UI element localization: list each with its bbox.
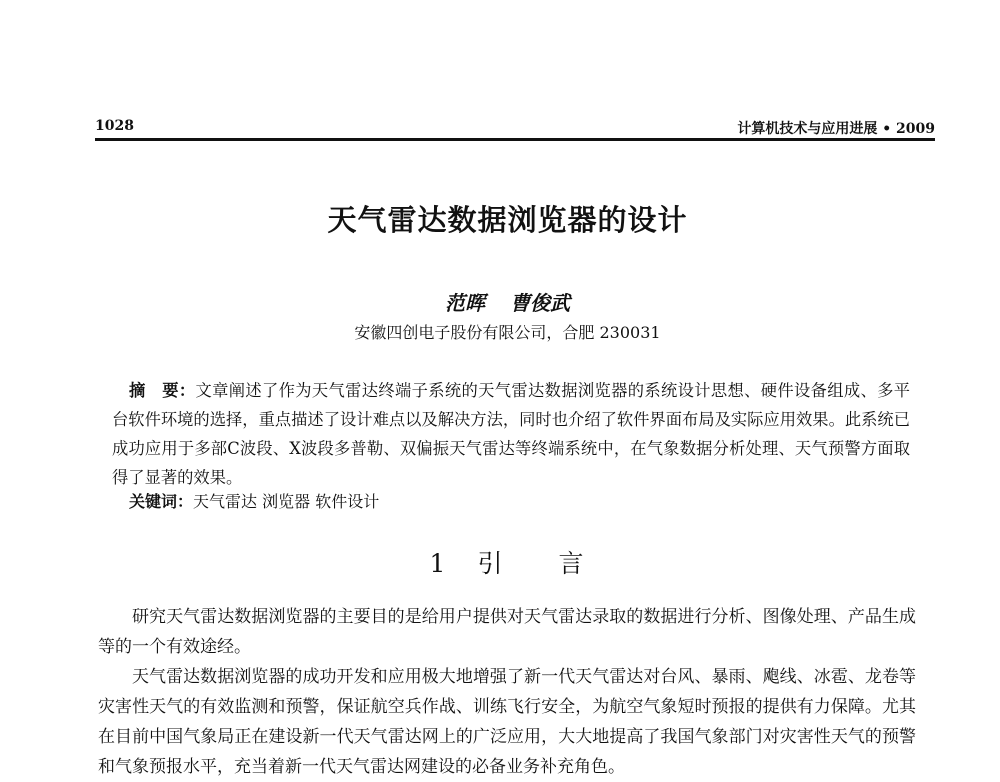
keywords-text: 天气雷达 浏览器 软件设计 <box>193 492 380 511</box>
keywords-label: 关键词： <box>129 492 194 511</box>
affiliation: 安徽四创电子股份有限公司，合肥 230031 <box>354 323 661 342</box>
running-header <box>95 118 935 138</box>
journal-info: 计算机技术与应用进展 • 2009 <box>737 121 935 137</box>
article-title: 天气雷达数据浏览器的设计 <box>327 203 688 237</box>
abstract-label: 摘 要： <box>129 381 196 400</box>
section-title: 引 言 <box>477 549 586 578</box>
keywords <box>129 491 909 513</box>
section-number: 1 <box>429 549 448 578</box>
body-paragraph-1: 研究天气雷达数据浏览器的主要目的是给用户提供对天气雷达录取的数据进行分析、图像处理、产品生成等的一个有效途经。 <box>98 607 916 657</box>
abstract <box>112 376 910 492</box>
abstract-text: 文章阐述了作为天气雷达终端子系统的天气雷达数据浏览器的系统设计思想、硬件设备组成、多平台软件环境的选择，重点描述了设计难点以及解决方法，同时也介绍了软件界面布局及实际应用效果。此系统已成功应用于多部C波段、X波段多普勒、双偏振天气雷达等终端系统中，在气象数据分析处理、天气预警方面取得了显著的效果。 <box>112 381 910 487</box>
section-heading <box>100 544 915 580</box>
authors: 范晖 曹俊武 <box>445 291 570 315</box>
page-number: 1028 <box>95 118 134 134</box>
header-rule <box>95 138 935 141</box>
body-paragraph-2: 天气雷达数据浏览器的成功开发和应用极大地增强了新一代天气雷达对台风、暴雨、飑线、冰雹、龙卷等灾害性天气的有效监测和预警，保证航空兵作战、训练飞行安全，为航空气象短时预报的提供有力保障。尤其在目前中国气象局正在建设新一代天气雷达网上的广泛应用，大大地提高了我国气象部门对灾害性天气的预警和气象预报水平，充当着新一代天气雷达网建设的必备业务补充角色。 <box>98 667 916 777</box>
section-body <box>98 602 916 782</box>
